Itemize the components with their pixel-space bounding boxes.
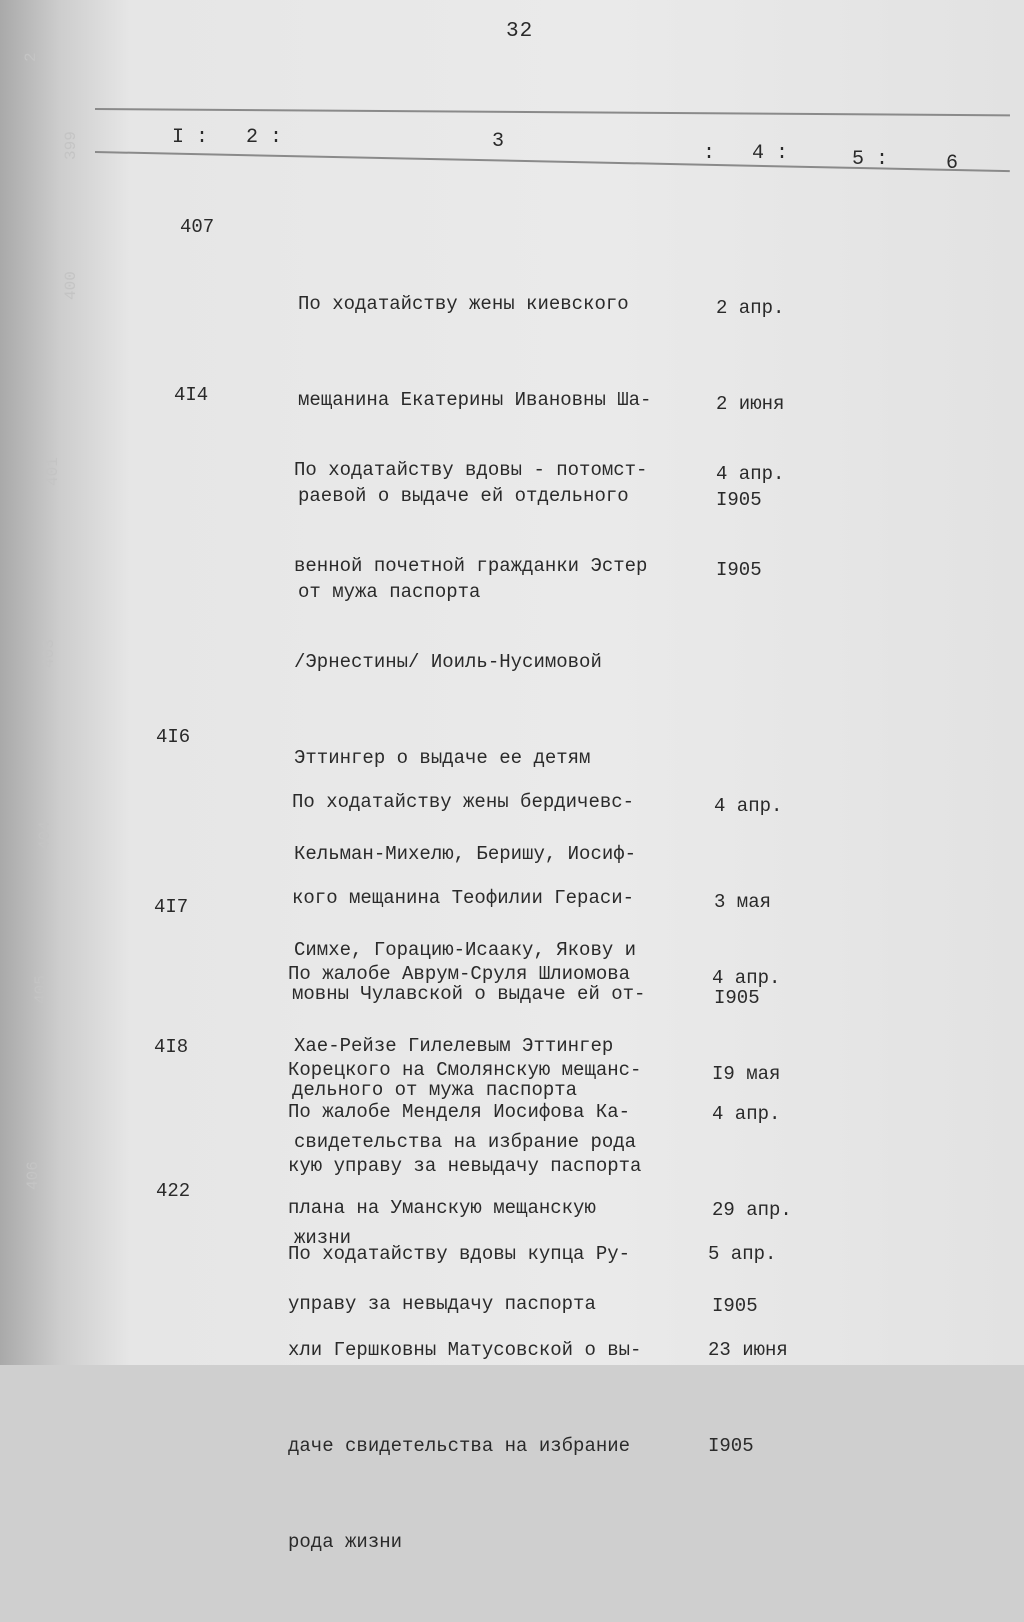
margin-ghost-number: 399 bbox=[62, 131, 80, 160]
entry-description-line: /Эрнестины/ Иоиль-Нусимовой bbox=[294, 651, 602, 673]
margin-ghost-number: 400 bbox=[62, 271, 80, 300]
entry-description-line: управу за невыдачу паспорта bbox=[288, 1293, 596, 1315]
entry-description-line: венной почетной гражданки Эстер bbox=[294, 555, 648, 577]
entry-description-line: плана на Уманскую мещанскую bbox=[288, 1197, 596, 1219]
entry-date-line: I9 мая bbox=[712, 1063, 781, 1085]
entry-date-line: 5 апр. bbox=[708, 1243, 777, 1265]
entry-date-line: 29 апр. bbox=[712, 1199, 792, 1221]
entry-date-line: I905 bbox=[708, 1435, 754, 1457]
entry-date-line: I905 bbox=[716, 559, 762, 581]
entry-dates bbox=[708, 1174, 788, 1526]
entry-number: 4I7 bbox=[154, 896, 189, 918]
margin-ghost-number: 401 bbox=[44, 457, 62, 486]
column-header-2: 2 : bbox=[246, 126, 283, 149]
entry-description bbox=[288, 1174, 641, 1622]
entry-number: 407 bbox=[180, 216, 215, 238]
entry-description-line: По жалобе Аврум-Сруля Шлиомова bbox=[288, 963, 631, 985]
column-header-5: 5 : bbox=[852, 148, 889, 171]
entry-description-line: хли Гершковны Матусовской о вы- bbox=[288, 1339, 642, 1361]
entry-description-line: Корецкого на Смолянскую мещанс- bbox=[288, 1059, 642, 1081]
entry-description-line: свидетельства на избрание рода bbox=[294, 1131, 637, 1153]
entry-description-line: По ходатайству вдовы купца Ру- bbox=[288, 1243, 631, 1265]
entry-date-line: 4 апр. bbox=[712, 967, 781, 989]
entry-description-line: кого мещанина Теофилии Гераси- bbox=[292, 887, 635, 909]
entry-number: 4I8 bbox=[154, 1036, 189, 1058]
entry-date-line: 4 апр. bbox=[716, 463, 785, 485]
column-header-4: 4 : bbox=[752, 142, 789, 165]
column-header-3: 3 bbox=[492, 130, 505, 153]
margin-ghost-number: 405 bbox=[32, 975, 50, 1004]
entry-date-line: 23 июня bbox=[708, 1339, 788, 1361]
entry-description-line: По ходатайству жены бердичевс- bbox=[292, 791, 635, 813]
entry-description-line: По ходатайству жены киевского bbox=[298, 293, 629, 315]
margin-ghost-number: 406 bbox=[24, 1161, 42, 1190]
entry-date-line: I905 bbox=[716, 489, 762, 511]
page-number: 32 bbox=[506, 20, 534, 43]
entry-dates bbox=[716, 394, 784, 650]
entry-description-line: кую управу за невыдачу паспорта bbox=[288, 1155, 642, 1177]
entry-date-line: 2 апр. bbox=[716, 297, 785, 319]
entry-description-line: По ходатайству вдовы - потомст- bbox=[294, 459, 648, 481]
entry-description-line: Симхе, Горацию-Исааку, Якову и bbox=[294, 939, 637, 961]
column-header-1: I : bbox=[172, 126, 209, 149]
entry-description-line: Эттингер о выдаче ее детям bbox=[294, 747, 591, 769]
entry-date-line: 2 июня bbox=[716, 393, 785, 415]
entry-description-line: Хае-Рейзе Гилелевым Эттингер bbox=[294, 1035, 614, 1057]
entry-description-line: от мужа паспорта bbox=[298, 581, 481, 603]
entry-description-line: дельного от мужа паспорта bbox=[292, 1079, 578, 1101]
margin-ghost-number: 403 bbox=[40, 639, 58, 668]
column-header-6: 6 bbox=[946, 152, 959, 175]
entry-number: 4I4 bbox=[174, 384, 209, 406]
entry-description-line: рода жизни bbox=[288, 1531, 403, 1553]
entry-date-line: 4 апр. bbox=[712, 1103, 781, 1125]
entry-date-line: I905 bbox=[714, 987, 760, 1009]
entry-description-line: По жалобе Менделя Иосифова Ка- bbox=[288, 1101, 631, 1123]
column-separator: : bbox=[703, 142, 716, 165]
entry-description-line: мовны Чулавской о выдаче ей от- bbox=[292, 983, 646, 1005]
header-rule-top bbox=[95, 108, 1010, 116]
entry-number: 422 bbox=[156, 1180, 191, 1202]
entry-number: 4I6 bbox=[156, 726, 191, 748]
entry-date-line: 4 апр. bbox=[714, 795, 783, 817]
margin-ghost-number: 2 bbox=[22, 52, 40, 62]
margin-ghost-number: 404 bbox=[36, 821, 54, 850]
entry-description-line: раевой о выдаче ей отдельного bbox=[298, 485, 629, 507]
entry-description-line: жизни bbox=[294, 1227, 352, 1249]
entry-date-line: 3 мая bbox=[714, 891, 772, 913]
entry-date-line: I905 bbox=[712, 1295, 758, 1317]
entry-description-line: даче свидетельства на избрание bbox=[288, 1435, 631, 1457]
entry-description-line: мещанина Екатерины Ивановны Ша- bbox=[298, 389, 652, 411]
entry-description-line: Кельман-Михелю, Беришу, Иосиф- bbox=[294, 843, 637, 865]
